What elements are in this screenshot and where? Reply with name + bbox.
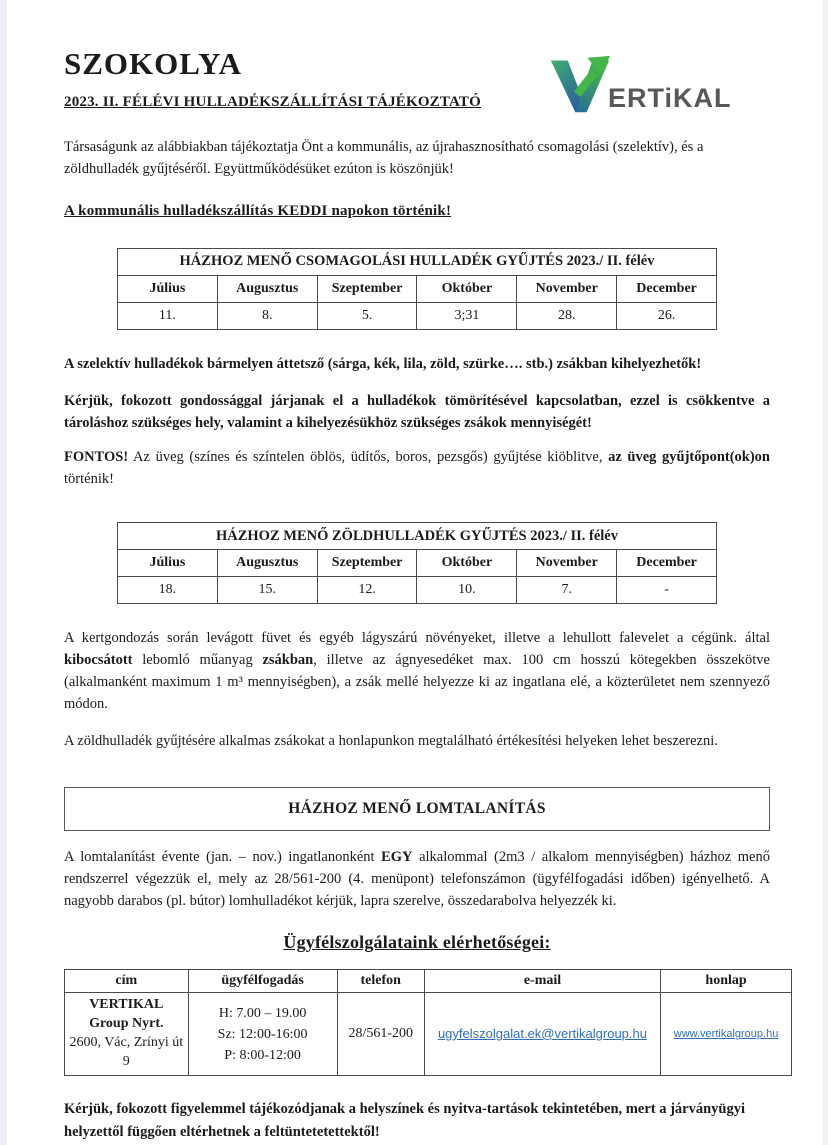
contact-address-cell bbox=[65, 993, 189, 1076]
glass-note-text-1: Az üveg (színes és színtelen öblös, üdítős, boros, pezsgős) gyűjtése kiöblitve, bbox=[128, 448, 609, 465]
fontos-label: FONTOS! bbox=[64, 448, 129, 465]
packaging-table-header-row bbox=[118, 275, 717, 302]
email-link[interactable]: ugyfelszolgalat.ek@vertikalgroup.hu bbox=[437, 1025, 647, 1041]
packaging-table-title: HÁZHOZ MENŐ CSOMAGOLÁSI HULLADÉK GYŰJTÉS 2023./ II. félév bbox=[118, 248, 717, 275]
contact-email-cell bbox=[424, 993, 660, 1076]
bulky-waste-banner: HÁZHOZ MENŐ LOMTALANÍTÁS bbox=[64, 787, 770, 831]
collection-day: 8. bbox=[217, 302, 317, 329]
month-header: Július bbox=[118, 275, 218, 302]
contact-hours-cell bbox=[188, 993, 337, 1076]
contact-header-email: e-mail bbox=[424, 970, 660, 993]
hours-monday: H: 7.00 – 19.00 bbox=[218, 1005, 307, 1021]
greenwaste-collection-table bbox=[117, 522, 717, 604]
company-name-line-1: VERTIKAL bbox=[89, 997, 164, 1013]
month-header: Szeptember bbox=[317, 550, 417, 577]
tuesday-notice: A kommunális hulladékszállítás KEDDI napokon történik! bbox=[64, 202, 452, 219]
packaging-collection-table bbox=[117, 248, 717, 330]
collection-day: - bbox=[617, 577, 717, 604]
month-header: Augusztus bbox=[217, 275, 317, 302]
collection-day: 15. bbox=[217, 577, 317, 604]
collection-day: 26. bbox=[617, 302, 717, 329]
bulky-waste-paragraph bbox=[64, 847, 770, 912]
vertikal-logo-text: ERTiKAL bbox=[608, 83, 732, 113]
garden-note-bold-1: kibocsátott bbox=[64, 652, 133, 668]
page-title: SZOKOLYA bbox=[64, 46, 243, 81]
collection-day: 11. bbox=[118, 302, 218, 329]
month-header: Október bbox=[417, 550, 517, 577]
contact-header-ugyfelfogadas: ügyfélfogadás bbox=[188, 970, 337, 993]
greenwaste-table-title: HÁZHOZ MENŐ ZÖLDHULLADÉK GYŰJTÉS 2023./ II. félév bbox=[118, 523, 717, 550]
collection-day: 12. bbox=[317, 577, 417, 604]
contact-phone-cell: 28/561-200 bbox=[337, 993, 424, 1076]
collection-day: 10. bbox=[417, 577, 517, 604]
contact-website-cell bbox=[661, 993, 792, 1076]
month-header: Szeptember bbox=[317, 275, 417, 302]
month-header: December bbox=[617, 550, 717, 577]
website-link[interactable]: www.vertikalgroup.hu bbox=[673, 1028, 779, 1041]
customer-service-heading: Ügyfélszolgálataink elérhetőségei: bbox=[283, 932, 551, 953]
month-header: Augusztus bbox=[217, 550, 317, 577]
collection-day: 28. bbox=[517, 302, 617, 329]
month-header: Október bbox=[417, 275, 517, 302]
customer-service-table bbox=[64, 969, 792, 1076]
month-header: November bbox=[517, 275, 617, 302]
contact-table-data-row bbox=[65, 993, 792, 1076]
selective-note: A szelektív hulladékok bármelyen áttetsző (sárga, kék, lila, zöld, szürke…. stb.) zsákban kihelyezhetők! bbox=[64, 355, 702, 372]
collection-day: 18. bbox=[118, 577, 218, 604]
contact-header-telefon: telefon bbox=[337, 970, 424, 993]
garden-note-text-2: lebomló műanyag bbox=[132, 652, 263, 668]
hours-friday: P: 8:00-12:00 bbox=[224, 1047, 301, 1063]
month-header: December bbox=[617, 275, 717, 302]
packaging-table-values-row bbox=[118, 302, 717, 329]
glass-note-text-2: történik! bbox=[64, 470, 114, 487]
glass-note-bold: az üveg gyűjtőpont(ok)on bbox=[608, 448, 770, 465]
contact-table-header-row bbox=[65, 970, 792, 993]
page-subtitle: 2023. II. FÉLÉVI HULLADÉKSZÁLLÍTÁSI TÁJÉKOZTATÓ bbox=[64, 94, 482, 110]
company-address-line-1: 2600, Vác, Zrínyi út bbox=[69, 1035, 184, 1051]
footer-warning-note: Kérjük, fokozott figyelemmel tájékozódjanak a helyszínek és nyitva-tartások tekintetében, mert a járványügyi helyzettől függően eltérhetnek a feltüntetetettektől! bbox=[64, 1101, 746, 1141]
greenwaste-table-header-row bbox=[118, 550, 717, 577]
collection-day: 3;31 bbox=[417, 302, 517, 329]
collection-day: 5. bbox=[317, 302, 417, 329]
company-name-line-2: Group Nyrt. bbox=[89, 1016, 164, 1032]
bulky-text-2: alkalommal (2m3 / alkalom mennyiségben) házhoz menő rendszerrel végezzük el, mely az 28/561-200 (4. menüpont) telefonszámon (ügyfélfogadási időben) igényelhető. A nagyobb darabos (pl. bútor) lomhulladékot kérjük, lapra szerelve, összedarabolva helyezzék ki. bbox=[64, 849, 770, 909]
intro-paragraph: Társaságunk az alábbiakban tájékoztatja Önt a kommunális, az újrahasznosítható csomagolási (szelektív), és a zöldhulladék gyűjtéséről. Együttműködésüket ezúton is köszönjük! bbox=[64, 139, 704, 177]
month-header: Július bbox=[118, 550, 218, 577]
green-bags-note: A zöldhulladék gyűjtésére alkalmas zsákokat a honlapunkon megtalálható értékesítési helyeken lehet beszerezni. bbox=[64, 733, 718, 750]
hours-wednesday: Sz: 12:00-16:00 bbox=[217, 1026, 308, 1042]
month-header: November bbox=[517, 550, 617, 577]
glass-note bbox=[64, 447, 770, 491]
compaction-note: Kérjük, fokozott gondossággal járjanak el a hulladékok tömörítésével kapcsolatban, ezzel is csökkentve a tároláshoz szükséges hely, valamint a kihelyezésükhöz szükséges zsákok mennyiségét! bbox=[64, 393, 770, 431]
greenwaste-table-values-row bbox=[118, 577, 717, 604]
contact-header-honlap: honlap bbox=[661, 970, 792, 993]
garden-note-text-3: , illetve az ágnyesedéket max. 100 cm hosszú kötegekben összekötve (alkalmanként maximum 1 m³ mennyiségben), a zsák mellé helyezze ki az ingatlana elé, a közterületet nem szennyező módon. bbox=[64, 652, 770, 712]
garden-note-bold-2: zsákban bbox=[262, 652, 314, 668]
garden-note-text-1: A kertgondozás során levágott füvet és egyéb lágyszárú növényeket, illetve a lehullott falevelet a cégünk. által bbox=[64, 630, 770, 647]
company-address-line-2: 9 bbox=[122, 1054, 130, 1070]
collection-day: 7. bbox=[517, 577, 617, 604]
contact-header-cim: cím bbox=[65, 970, 189, 993]
garden-note bbox=[64, 628, 770, 715]
bulky-bold-egy: EGY bbox=[381, 849, 413, 865]
bulky-text-1: A lomtalanítást évente (jan. – nov.) ingatlanonként bbox=[64, 849, 382, 865]
